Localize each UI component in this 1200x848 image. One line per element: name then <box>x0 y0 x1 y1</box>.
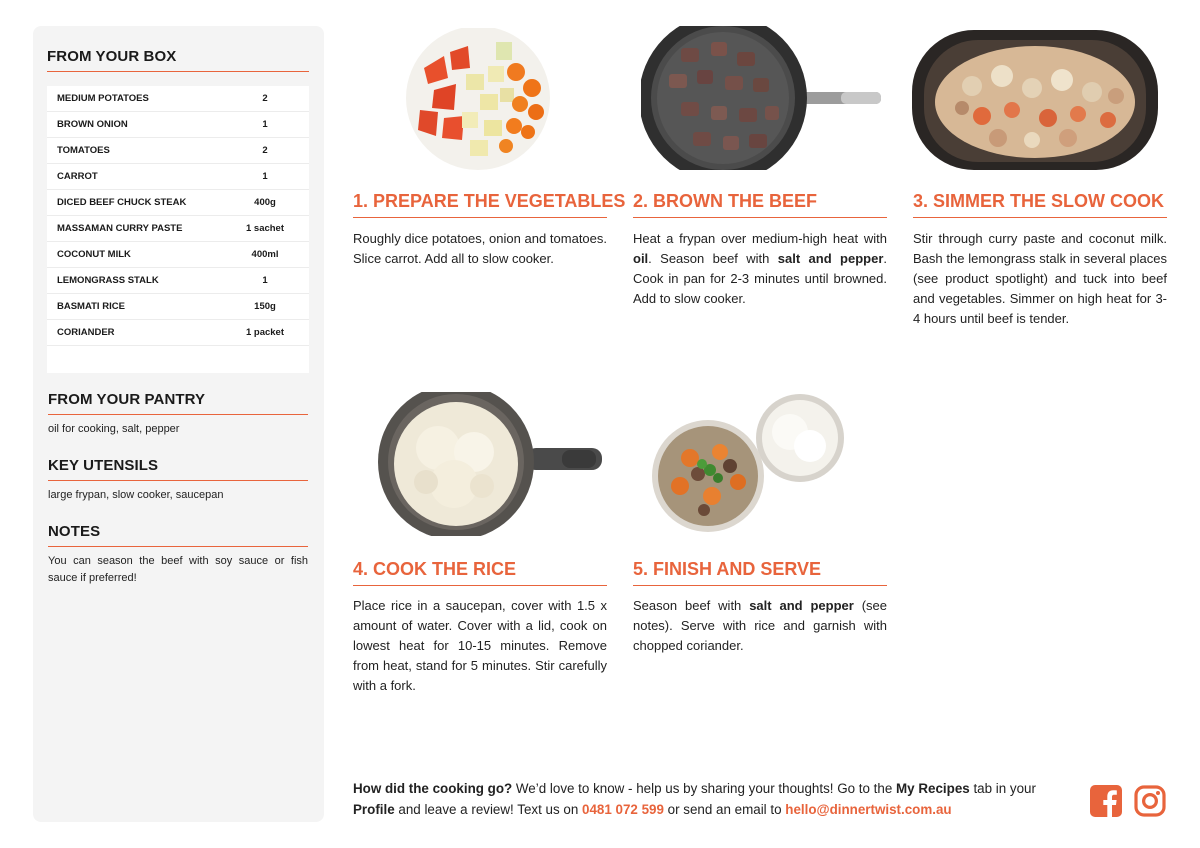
step-text-bold: salt and pepper <box>777 251 884 266</box>
divider <box>353 585 607 586</box>
step-4-body <box>353 596 607 696</box>
step-text: . Season beef with <box>648 251 778 266</box>
divider <box>48 414 308 415</box>
step-1-body <box>353 229 607 269</box>
divider <box>47 71 309 72</box>
saucepan-rice-image <box>376 392 602 536</box>
ingredient-name: BROWN ONION <box>57 119 128 130</box>
step-text: . Cook in pan for 2-3 minutes until browned. Add to slow cooker. <box>633 251 887 306</box>
ingredient-name: CORIANDER <box>57 327 115 338</box>
pantry-text: oil for cooking, salt, pepper <box>48 423 180 435</box>
step-1-title: 1. PREPARE THE VEGETABLES <box>353 191 626 211</box>
step-text: Place rice in a saucepan, cover with 1.5 x amount of water. Cover with a lid, cook on lowest heat for 10-15 minutes. Remove from heat, stand for 5 minutes. Stir carefully with a fork. <box>353 598 607 693</box>
email-link[interactable]: hello@dinnertwist.com.au <box>785 802 952 817</box>
ingredient-name: BASMATI RICE <box>57 301 125 312</box>
footer-question: How did the cooking go? <box>353 781 513 796</box>
step-text: Stir through curry paste and coconut milk. Bash the lemongrass stalk in several places (see product spotlight) and tuck into beef and vegetables. Simmer on high heat for 3-4 hours until beef is tender. <box>913 231 1167 326</box>
divider <box>353 217 607 218</box>
ingredient-name: MEDIUM POTATOES <box>57 93 149 104</box>
step-2-body <box>633 229 887 309</box>
ingredient-qty: 1 packet <box>245 327 285 338</box>
ingredient-row <box>47 164 309 190</box>
ingredient-qty: 150g <box>254 301 276 312</box>
footer-text: We’d love to know - help us by sharing your thoughts! Go to the <box>512 781 897 796</box>
step-5-body <box>633 596 887 656</box>
divider <box>913 217 1167 218</box>
ingredient-row <box>47 190 309 216</box>
instagram-icon[interactable] <box>1134 785 1166 817</box>
step-5-title: 5. FINISH AND SERVE <box>633 559 822 579</box>
step-2-title: 2. BROWN THE BEEF <box>633 191 818 211</box>
ingredient-row <box>47 294 309 320</box>
facebook-icon[interactable] <box>1090 785 1122 817</box>
step-text-bold: salt and pepper <box>749 598 854 613</box>
ingredient-qty: 1 <box>262 171 268 182</box>
ingredient-name: TOMATOES <box>57 145 110 156</box>
ingredient-name: LEMONGRASS STALK <box>57 275 159 286</box>
ingredient-row <box>47 138 309 164</box>
frypan-beef-image <box>641 26 881 170</box>
ingredient-row <box>47 216 309 242</box>
ingredient-name: DICED BEEF CHUCK STEAK <box>57 197 187 208</box>
footer-text: tab in your <box>969 781 1036 796</box>
ingredient-qty: 1 <box>262 119 268 130</box>
from-your-box-heading: FROM YOUR BOX <box>47 48 177 65</box>
step-text: (see notes). Serve with rice and garnish with chopped coriander. <box>633 598 888 653</box>
step-4-title: 4. COOK THE RICE <box>353 559 517 579</box>
step-text: Heat a frypan over medium-high heat with <box>633 231 887 246</box>
step-3-body <box>913 229 1167 329</box>
step-text: Season beef with <box>633 598 750 613</box>
divider <box>633 217 887 218</box>
ingredient-qty: 2 <box>262 145 268 156</box>
ingredient-row <box>47 320 309 346</box>
ingredient-row <box>47 86 309 112</box>
ingredient-row <box>47 268 309 294</box>
step-text: Roughly dice potatoes, onion and tomatoes. Slice carrot. Add all to slow cooker. <box>353 231 607 266</box>
ingredients-table <box>47 86 309 373</box>
ingredient-qty: 1 <box>262 275 268 286</box>
ingredient-name: CARROT <box>57 171 98 182</box>
ingredient-name: MASSAMAN CURRY PASTE <box>57 223 183 234</box>
step-3-title: 3. SIMMER THE SLOW COOK <box>913 191 1165 211</box>
phone-link[interactable]: 0481 072 599 <box>582 802 664 817</box>
ingredient-qty: 400ml <box>251 249 279 260</box>
divider <box>48 546 308 547</box>
profile-label: Profile <box>353 802 395 817</box>
ingredient-row <box>47 242 309 268</box>
ingredient-qty: 400g <box>254 197 276 208</box>
footer-text: or send an email to <box>663 802 786 817</box>
vegetables-plate-image <box>404 28 552 170</box>
my-recipes-label: My Recipes <box>896 781 970 796</box>
ingredient-row <box>47 112 309 138</box>
ingredient-qty: 2 <box>262 93 268 104</box>
step-text-bold: oil <box>633 251 649 266</box>
slow-cooker-image <box>912 26 1158 170</box>
notes-heading: NOTES <box>48 523 101 540</box>
utensils-text: large frypan, slow cooker, saucepan <box>48 489 224 501</box>
served-dish-image <box>650 392 846 536</box>
utensils-heading: KEY UTENSILS <box>48 457 159 474</box>
divider <box>633 585 887 586</box>
pantry-heading: FROM YOUR PANTRY <box>48 391 206 408</box>
footer-text: and leave a review! Text us on <box>394 802 583 817</box>
sidebar <box>33 26 324 822</box>
notes-text: You can season the beef with soy sauce or fish sauce if preferred! <box>48 555 308 584</box>
ingredient-qty: 1 sachet <box>245 223 285 234</box>
divider <box>48 480 308 481</box>
feedback-footer <box>353 778 1073 820</box>
ingredient-name: COCONUT MILK <box>57 249 131 260</box>
